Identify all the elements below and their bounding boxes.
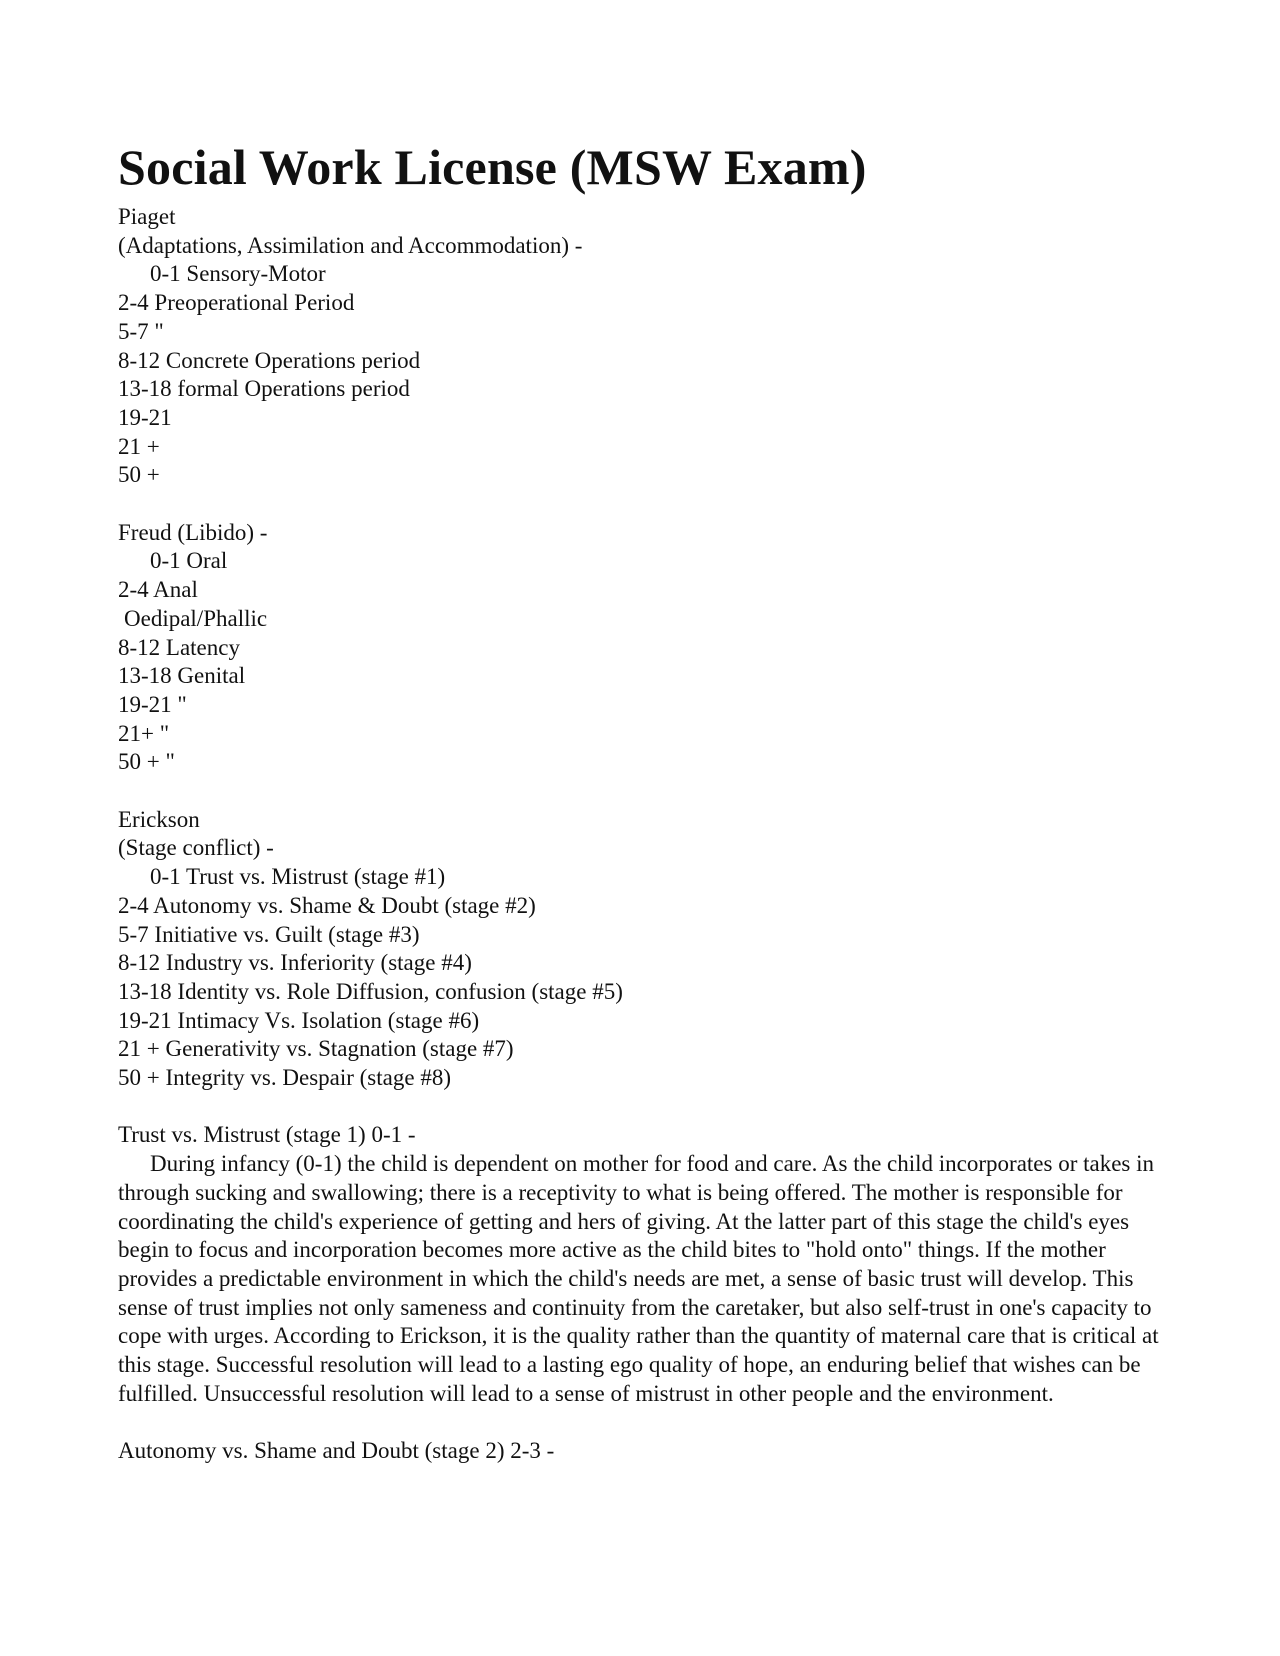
erickson-subtitle: (Stage conflict) - — [118, 835, 274, 861]
autonomy-section — [118, 1437, 1168, 1466]
freud-line: 50 + " — [118, 749, 175, 775]
spacer — [118, 1093, 1168, 1122]
spacer — [118, 1408, 1168, 1437]
piaget-heading: Piaget — [118, 204, 176, 229]
trust-heading: Trust vs. Mistrust (stage 1) 0-1 - — [118, 1122, 416, 1148]
trust-section — [118, 1121, 1168, 1408]
freud-line: 8-12 Latency — [118, 634, 240, 660]
piaget-line: 19-21 — [118, 404, 172, 430]
spacer — [118, 777, 1168, 806]
erickson-heading: Erickson — [118, 806, 200, 832]
piaget-section — [118, 203, 1168, 490]
piaget-line: 50 + — [118, 462, 160, 488]
autonomy-heading: Autonomy vs. Shame and Doubt (stage 2) 2-3 - — [118, 1438, 555, 1464]
freud-line: 19-21 " — [118, 691, 187, 717]
piaget-line: 5-7 " — [118, 318, 164, 344]
piaget-line: 2-4 Preoperational Period — [118, 290, 355, 316]
spacer — [118, 490, 1168, 519]
freud-line: Oedipal/Phallic — [124, 605, 268, 631]
freud-line: 21+ " — [118, 720, 170, 746]
trust-paragraph: During infancy (0-1) the child is dependent on mother for food and care. As the child incorporates or takes in through sucking and swallowing; there is a receptivity to what is being offered. The mother is responsible for coordinating the child's experience of getting and hers of giving. At the latter part of this stage the child's eyes begin to focus and incorporation becomes more active as the child bites to "hold onto" things. If the mother provides a predictable environment in which the child's needs are met, a sense of basic trust will develop. This sense of trust implies not only sameness and continuity from the caretaker, but also self-trust in one's capacity to cope with urges. According to Erickson, it is the quality rather than the quantity of maternal care that is critical at this stage. Successful resolution will lead to a lasting ego quality of hope, an enduring belief that wishes can be fulfilled. Unsuccessful resolution will lead to a sense of mistrust in other people and the environment. — [118, 1151, 1159, 1406]
freud-heading: Freud (Libido) - — [118, 519, 268, 545]
erickson-line: 5-7 Initiative vs. Guilt (stage #3) — [118, 921, 420, 947]
freud-section — [118, 519, 1168, 777]
freud-line: 13-18 Genital — [118, 663, 246, 689]
freud-line: 2-4 Anal — [118, 577, 198, 603]
erickson-line: 50 + Integrity vs. Despair (stage #8) — [118, 1065, 451, 1091]
piaget-line: 0-1 Sensory-Motor — [150, 261, 326, 287]
piaget-line: 21 + — [118, 433, 160, 459]
document-page — [118, 140, 1168, 1466]
piaget-line: 8-12 Concrete Operations period — [118, 347, 421, 373]
erickson-line: 13-18 Identity vs. Role Diffusion, confusion (stage #5) — [118, 978, 623, 1004]
erickson-line: 8-12 Industry vs. Inferiority (stage #4) — [118, 950, 472, 976]
piaget-line: 13-18 formal Operations period — [118, 376, 410, 402]
document-title: Social Work License (MSW Exam) — [118, 139, 867, 195]
erickson-section — [118, 806, 1168, 1093]
erickson-line: 19-21 Intimacy Vs. Isolation (stage #6) — [118, 1007, 480, 1033]
erickson-line: 2-4 Autonomy vs. Shame & Doubt (stage #2) — [118, 892, 536, 918]
freud-line: 0-1 Oral — [150, 548, 228, 574]
piaget-subtitle: (Adaptations, Assimilation and Accommodation) - — [118, 232, 583, 258]
erickson-line: 21 + Generativity vs. Stagnation (stage #7) — [118, 1036, 514, 1062]
erickson-line: 0-1 Trust vs. Mistrust (stage #1) — [150, 864, 446, 890]
